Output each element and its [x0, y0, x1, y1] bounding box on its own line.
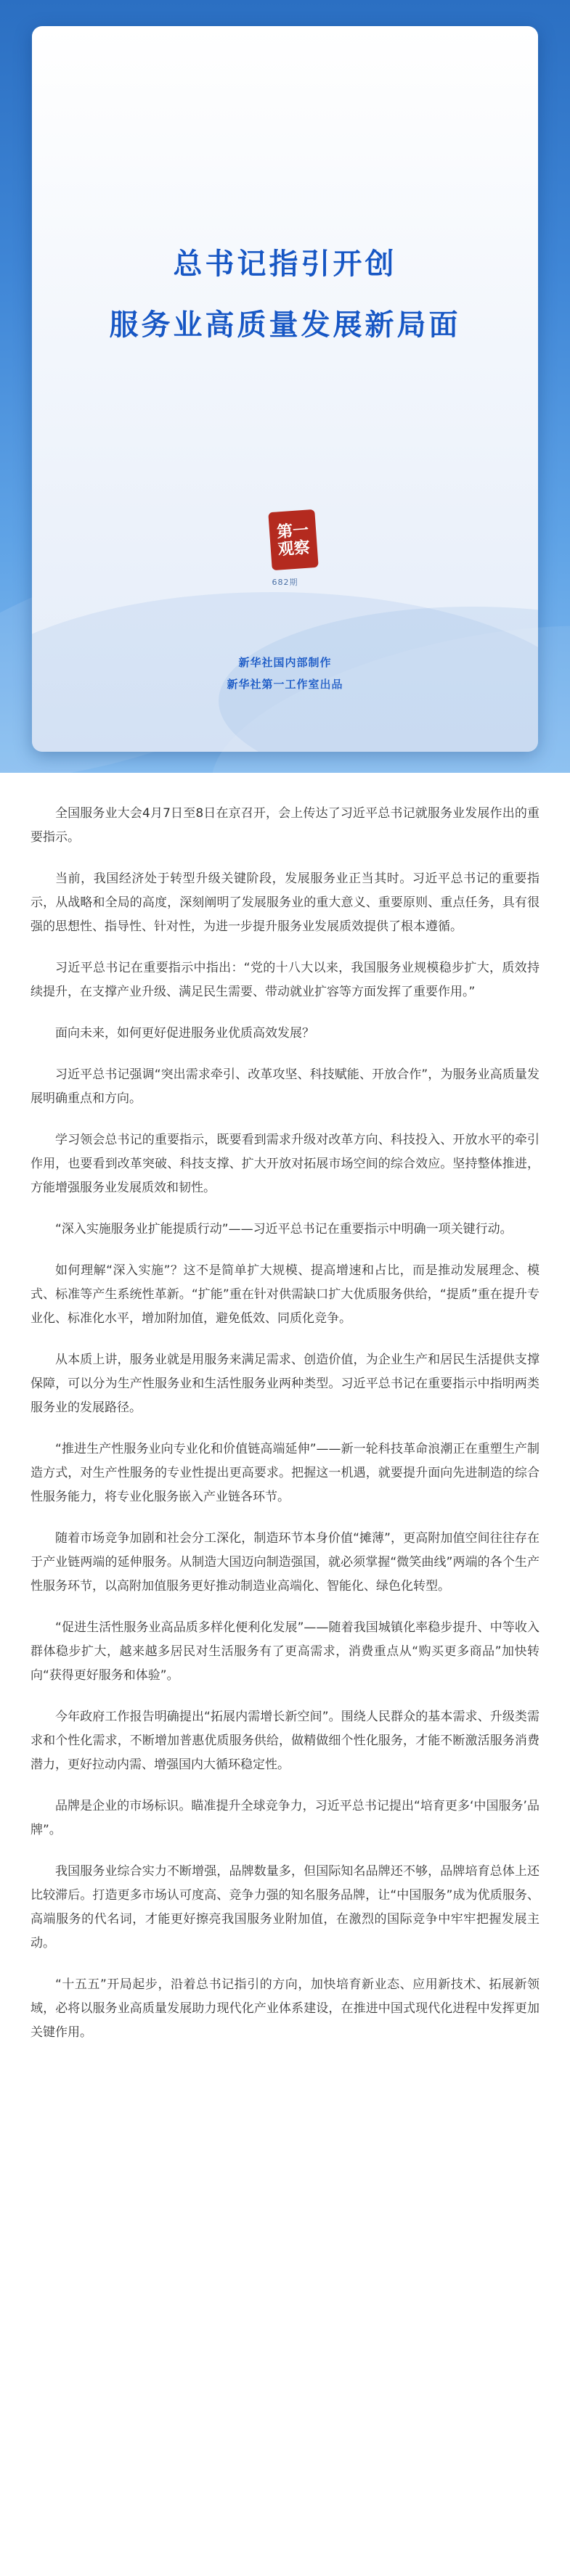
article-paragraph: 学习领会总书记的重要指示，既要看到需求升级对改革方向、科技投入、开放水平的牵引作用，也要看到改革突破、科技支撑、扩大开放对拓展市场空间的综合效应。坚持整体推进，方能增强服务业发展质效和韧性。 [30, 1133, 540, 1195]
article-body [0, 773, 570, 2045]
article-paragraph: “十五五”开局起步，沿着总书记指引的方向，加快培育新业态、应用新技术、拓展新领域，必将以服务业高质量发展助力现代化产业体系建设，在推进中国式现代化进程中发挥更加关键作用。 [30, 1977, 540, 2040]
article-paragraph: 习近平总书记强调“突出需求牵引、改革攻坚、科技赋能、开放合作”，为服务业高质量发展明确重点和方向。 [30, 1067, 540, 1106]
credit-producer: 新华社国内部制作 [238, 656, 332, 669]
seal-text-bottom: 观察 [277, 538, 311, 559]
article-paragraph: 当前，我国经济处于转型升级关键阶段，发展服务业正当其时。习近平总书记的重要指示，从战略和全局的高度，深刻阐明了发展服务业的重大意义、重要原则、重点任务，具有很强的思想性、指导性、针对性，为进一步提升服务业发展质效提供了根本遵循。 [30, 871, 540, 934]
credit-publisher: 新华社第一工作室出品 [227, 678, 343, 691]
column-seal-logo [268, 509, 318, 570]
article-paragraph: 随着市场竞争加剧和社会分工深化，制造环节本身价值“摊薄”，更高附加值空间往往存在于产业链两端的延伸服务。从制造大国迈向制造强国，就必须掌握“微笑曲线”两端的各个生产性服务环节，以高附加值服务更好推动制造业高端化、智能化、绿色化转型。 [30, 1531, 540, 1593]
article-paragraph: 如何理解“深入实施”？这不是简单扩大规模、提高增速和占比，而是推动发展理念、模式、标准等产生系统性革新。“扩能”重在针对供需缺口扩大优质服务供给，“提质”重在提升专业化、标准化水平，增加附加值，避免低效、同质化竞争。 [30, 1263, 540, 1326]
article-paragraph: 面向未来，如何更好促进服务业优质高效发展？ [55, 1026, 314, 1041]
seal-text-top: 第一 [276, 520, 310, 542]
article-paragraph: 习近平总书记在重要指示中指出：“党的十八大以来，我国服务业规模稳步扩大，质效持续提升，在支撑产业升级、满足民生需要、带动就业扩容等方面发挥了重要作用。” [30, 961, 540, 999]
article-paragraph: “推进生产性服务业向专业化和价值链高端延伸”——新一轮科技革命浪潮正在重塑生产制造方式，对生产性服务的专业性提出更高要求。把握这一机遇，就要提升面向先进制造的综合性服务能力，将专业化服务嵌入产业链各环节。 [30, 1442, 540, 1504]
cover-title-line2: 服务业高质量发展新局面 [109, 308, 461, 342]
article-paragraph: 全国服务业大会4月7日至8日在京召开，会上传达了习近平总书记就服务业发展作出的重要指示。 [30, 806, 540, 845]
article-paragraph: “深入实施服务业扩能提质行动”——习近平总书记在重要指示中明确一项关键行动。 [55, 1222, 513, 1236]
article-paragraph: 我国服务业综合实力不断增强，品牌数量多，但国际知名品牌还不够，品牌培育总体上还比较滞后。打造更多市场认可度高、竞争力强的知名服务品牌，让“中国服务”成为优质服务、高端服务的代名词，才能更好擦亮我国服务业附加值，在激烈的国际竞争中牢牢把握发展主动。 [30, 1864, 540, 1951]
issue-number: 682期 [272, 578, 298, 587]
article-paragraph: “促进生活性服务业高品质多样化便利化发展”——随着我国城镇化率稳步提升、中等收入群体稳步扩大，越来越多居民对生活服务有了更高需求，消费重点从“购买更多商品”加快转向“获得更好服务和体验”。 [30, 1620, 540, 1683]
cover-card [32, 26, 538, 752]
cover-poster [0, 0, 570, 773]
article-paragraph: 今年政府工作报告明确提出“拓展内需增长新空间”。围绕人民群众的基本需求、升级类需求和个性化需求，不断增加普惠优质服务供给，做精做细个性化服务，才能不断激活服务消费潜力，更好拉动内需、增强国内大循环稳定性。 [30, 1710, 540, 1772]
cover-title-line1: 总书记指引开创 [173, 247, 397, 281]
article-paragraph: 品牌是企业的市场标识。瞄准提升全球竞争力，习近平总书记提出“培育更多‘中国服务’品牌”。 [30, 1799, 540, 1837]
article-paragraph: 从本质上讲，服务业就是用服务来满足需求、创造价值，为企业生产和居民生活提供支撑保障，可以分为生产性服务业和生活性服务业两种类型。习近平总书记在重要指示中指明两类服务业的发展路径。 [30, 1353, 540, 1415]
